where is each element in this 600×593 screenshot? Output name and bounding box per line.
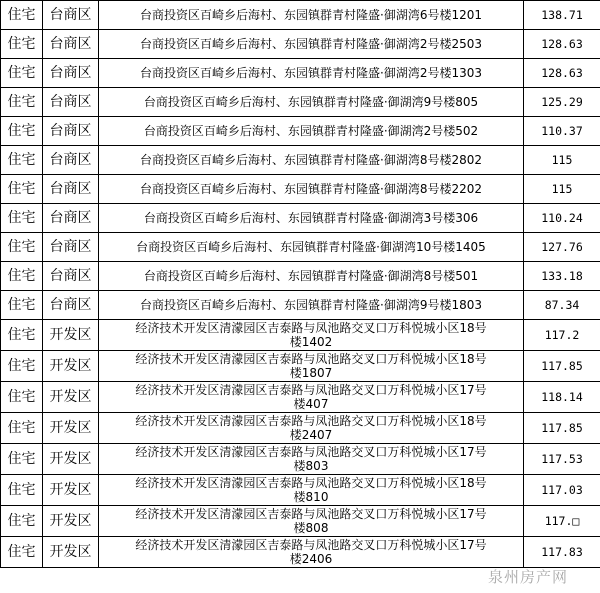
address: 台商投资区百崎乡后海村、东园镇群青村隆盛·御湖湾6号楼1201 (99, 1, 524, 30)
district: 开发区 (43, 475, 99, 506)
area: 117.85 (524, 413, 600, 444)
address-line-2: 楼2407 (289, 428, 333, 442)
address-line-2: 楼2406 (289, 552, 333, 566)
property-type: 住宅 (1, 204, 43, 233)
area: 127.76 (524, 233, 600, 262)
address: 台商投资区百崎乡后海村、东园镇群青村隆盛·御湖湾2号楼1303 (99, 59, 524, 88)
address-line-1: 经济技术开发区清濛园区吉泰路与凤池路交叉口万科悦城小区17号 (135, 383, 487, 397)
area: 118.14 (524, 382, 600, 413)
area: 115 (524, 146, 600, 175)
area: 87.34 (524, 291, 600, 320)
table-row (1, 444, 600, 475)
address-line-1: 经济技术开发区清濛园区吉泰路与凤池路交叉口万科悦城小区17号 (135, 445, 487, 459)
district: 开发区 (43, 413, 99, 444)
district: 台商区 (43, 117, 99, 146)
district: 台商区 (43, 204, 99, 233)
address (99, 351, 524, 382)
district: 台商区 (43, 30, 99, 59)
address-line-1: 经济技术开发区清濛园区吉泰路与凤池路交叉口万科悦城小区18号 (135, 476, 487, 490)
district: 开发区 (43, 537, 99, 568)
address-line-1: 经济技术开发区清濛园区吉泰路与凤池路交叉口万科悦城小区18号 (135, 321, 487, 335)
table-row (1, 475, 600, 506)
property-type: 住宅 (1, 146, 43, 175)
district: 台商区 (43, 175, 99, 204)
area: 117.2 (524, 320, 600, 351)
property-type: 住宅 (1, 320, 43, 351)
address (99, 320, 524, 351)
table-row (1, 146, 600, 175)
district: 台商区 (43, 291, 99, 320)
district: 台商区 (43, 233, 99, 262)
address-line-1: 经济技术开发区清濛园区吉泰路与凤池路交叉口万科悦城小区18号 (135, 352, 487, 366)
area: 125.29 (524, 88, 600, 117)
property-type: 住宅 (1, 413, 43, 444)
property-type: 住宅 (1, 444, 43, 475)
area: 110.37 (524, 117, 600, 146)
address-line-2: 楼803 (293, 459, 329, 473)
table-row (1, 291, 600, 320)
table-row (1, 204, 600, 233)
property-type: 住宅 (1, 351, 43, 382)
district: 台商区 (43, 88, 99, 117)
property-type: 住宅 (1, 175, 43, 204)
address-line-2: 楼808 (293, 521, 329, 535)
table-row (1, 351, 600, 382)
table-row (1, 233, 600, 262)
property-type: 住宅 (1, 117, 43, 146)
address-line-2: 楼810 (293, 490, 329, 504)
property-type: 住宅 (1, 475, 43, 506)
address: 台商投资区百崎乡后海村、东园镇群青村隆盛·御湖湾10号楼1405 (99, 233, 524, 262)
address: 台商投资区百崎乡后海村、东园镇群青村隆盛·御湖湾9号楼805 (99, 88, 524, 117)
area: 128.63 (524, 30, 600, 59)
address (99, 382, 524, 413)
address: 台商投资区百崎乡后海村、东园镇群青村隆盛·御湖湾2号楼2503 (99, 30, 524, 59)
district: 开发区 (43, 444, 99, 475)
district: 台商区 (43, 1, 99, 30)
area: 117.03 (524, 475, 600, 506)
address: 台商投资区百崎乡后海村、东园镇群青村隆盛·御湖湾2号楼502 (99, 117, 524, 146)
property-type: 住宅 (1, 88, 43, 117)
table-row (1, 175, 600, 204)
district: 台商区 (43, 262, 99, 291)
area: 115 (524, 175, 600, 204)
table-row (1, 506, 600, 537)
address: 台商投资区百崎乡后海村、东园镇群青村隆盛·御湖湾8号楼2202 (99, 175, 524, 204)
address-line-2: 楼1807 (289, 366, 333, 380)
property-type: 住宅 (1, 537, 43, 568)
property-type: 住宅 (1, 291, 43, 320)
address (99, 506, 524, 537)
address (99, 537, 524, 568)
area: 117.□ (524, 506, 600, 537)
property-type: 住宅 (1, 30, 43, 59)
area: 117.83 (524, 537, 600, 568)
property-type: 住宅 (1, 1, 43, 30)
address: 台商投资区百崎乡后海村、东园镇群青村隆盛·御湖湾3号楼306 (99, 204, 524, 233)
table-row (1, 320, 600, 351)
property-type: 住宅 (1, 382, 43, 413)
table-row (1, 117, 600, 146)
address-line-1: 经济技术开发区清濛园区吉泰路与凤池路交叉口万科悦城小区18号 (135, 414, 487, 428)
address (99, 444, 524, 475)
district: 开发区 (43, 320, 99, 351)
district: 开发区 (43, 382, 99, 413)
table-row (1, 382, 600, 413)
address (99, 475, 524, 506)
area: 110.24 (524, 204, 600, 233)
table-row (1, 262, 600, 291)
table-row (1, 88, 600, 117)
property-type: 住宅 (1, 233, 43, 262)
district: 开发区 (43, 351, 99, 382)
address (99, 413, 524, 444)
address-line-1: 经济技术开发区清濛园区吉泰路与凤池路交叉口万科悦城小区17号 (135, 538, 487, 552)
property-type: 住宅 (1, 59, 43, 88)
area: 117.53 (524, 444, 600, 475)
district: 台商区 (43, 146, 99, 175)
property-type: 住宅 (1, 506, 43, 537)
address-line-1: 经济技术开发区清濛园区吉泰路与凤池路交叉口万科悦城小区17号 (135, 507, 487, 521)
table-row (1, 537, 600, 568)
address-line-2: 楼407 (293, 397, 329, 411)
district: 开发区 (43, 506, 99, 537)
table-row (1, 59, 600, 88)
address: 台商投资区百崎乡后海村、东园镇群青村隆盛·御湖湾8号楼2802 (99, 146, 524, 175)
address-line-2: 楼1402 (289, 335, 333, 349)
area: 138.71 (524, 1, 600, 30)
district: 台商区 (43, 59, 99, 88)
address: 台商投资区百崎乡后海村、东园镇群青村隆盛·御湖湾9号楼1803 (99, 291, 524, 320)
table-row (1, 30, 600, 59)
address: 台商投资区百崎乡后海村、东园镇群青村隆盛·御湖湾8号楼501 (99, 262, 524, 291)
area: 117.85 (524, 351, 600, 382)
watermark-text: 泉州房产网 (487, 568, 568, 586)
table-row (1, 413, 600, 444)
area: 128.63 (524, 59, 600, 88)
property-type: 住宅 (1, 262, 43, 291)
table-row (1, 1, 600, 30)
area: 133.18 (524, 262, 600, 291)
